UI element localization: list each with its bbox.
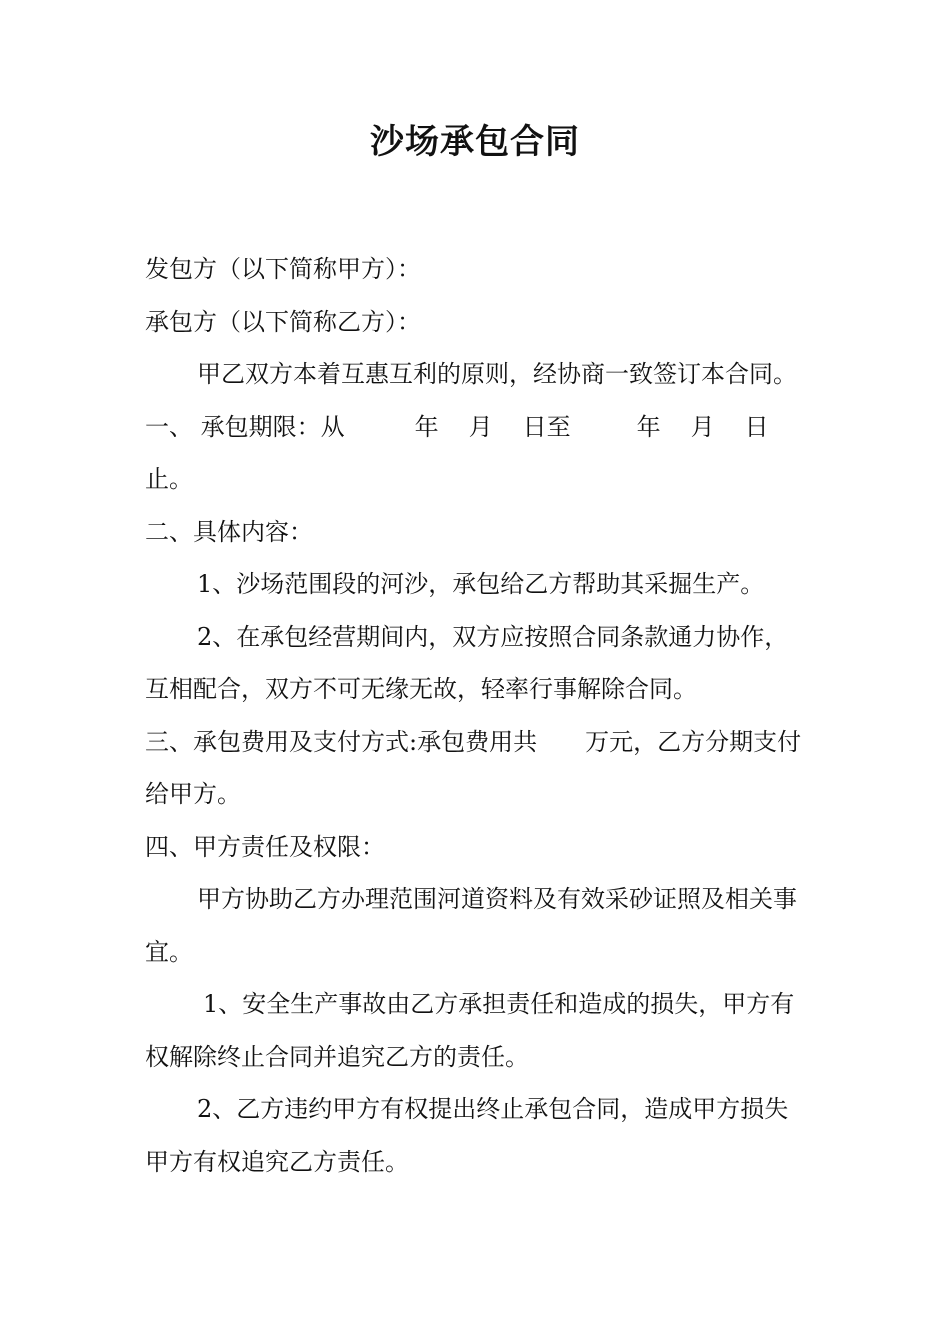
section4-item1: 1、安全生产事故由乙方承担责任和造成的损失，甲方有权解除终止合同并追究乙方的责任。: [145, 990, 795, 1071]
party-b-line: 承包方（以下简称乙方）：: [145, 307, 421, 336]
term-year1: 年: [414, 412, 439, 441]
term-line: [145, 401, 810, 506]
section3-rest: 万元，乙方分期支付给甲方。: [145, 727, 802, 808]
section2-heading: 二、具体内容：: [145, 517, 313, 546]
term-day1-to: 日至: [522, 412, 571, 441]
section4-item2: 2、乙方违约甲方有权提出终止承包合同，造成甲方损失 甲方有权追究乙方责任。: [145, 1095, 789, 1176]
term-month1: 月: [468, 412, 493, 441]
term-day2-end: 日止。: [145, 412, 769, 493]
preamble-paragraph: 甲乙双方本着互惠互利的原则，经协商一致签订本合同。: [197, 360, 797, 388]
term-year2: 年: [636, 412, 661, 441]
term-label: 一、 承包期限：从: [145, 412, 345, 441]
section3-label: 三、承包费用及支付方式:承包费用共: [145, 727, 538, 756]
section2-item1: 1、沙场范围段的河沙，承包给乙方帮助其采掘生产。: [197, 570, 765, 598]
section3-line: [145, 716, 810, 821]
document-body: [145, 243, 810, 1188]
section2-item2: 2、在承包经营期间内，双方应按照合同条款通力协作，互相配合，双方不可无缘无故，轻率行事解除合同。: [145, 622, 789, 703]
section4-intro: 甲方协助乙方办理范围河道资料及有效采砂证照及相关事宜。: [145, 885, 797, 966]
document-title: 沙场承包合同: [370, 122, 580, 162]
party-a-line: 发包方（以下简称甲方）：: [145, 255, 421, 283]
term-month2: 月: [690, 412, 715, 441]
section4-heading: 四、甲方责任及权限：: [145, 832, 385, 861]
